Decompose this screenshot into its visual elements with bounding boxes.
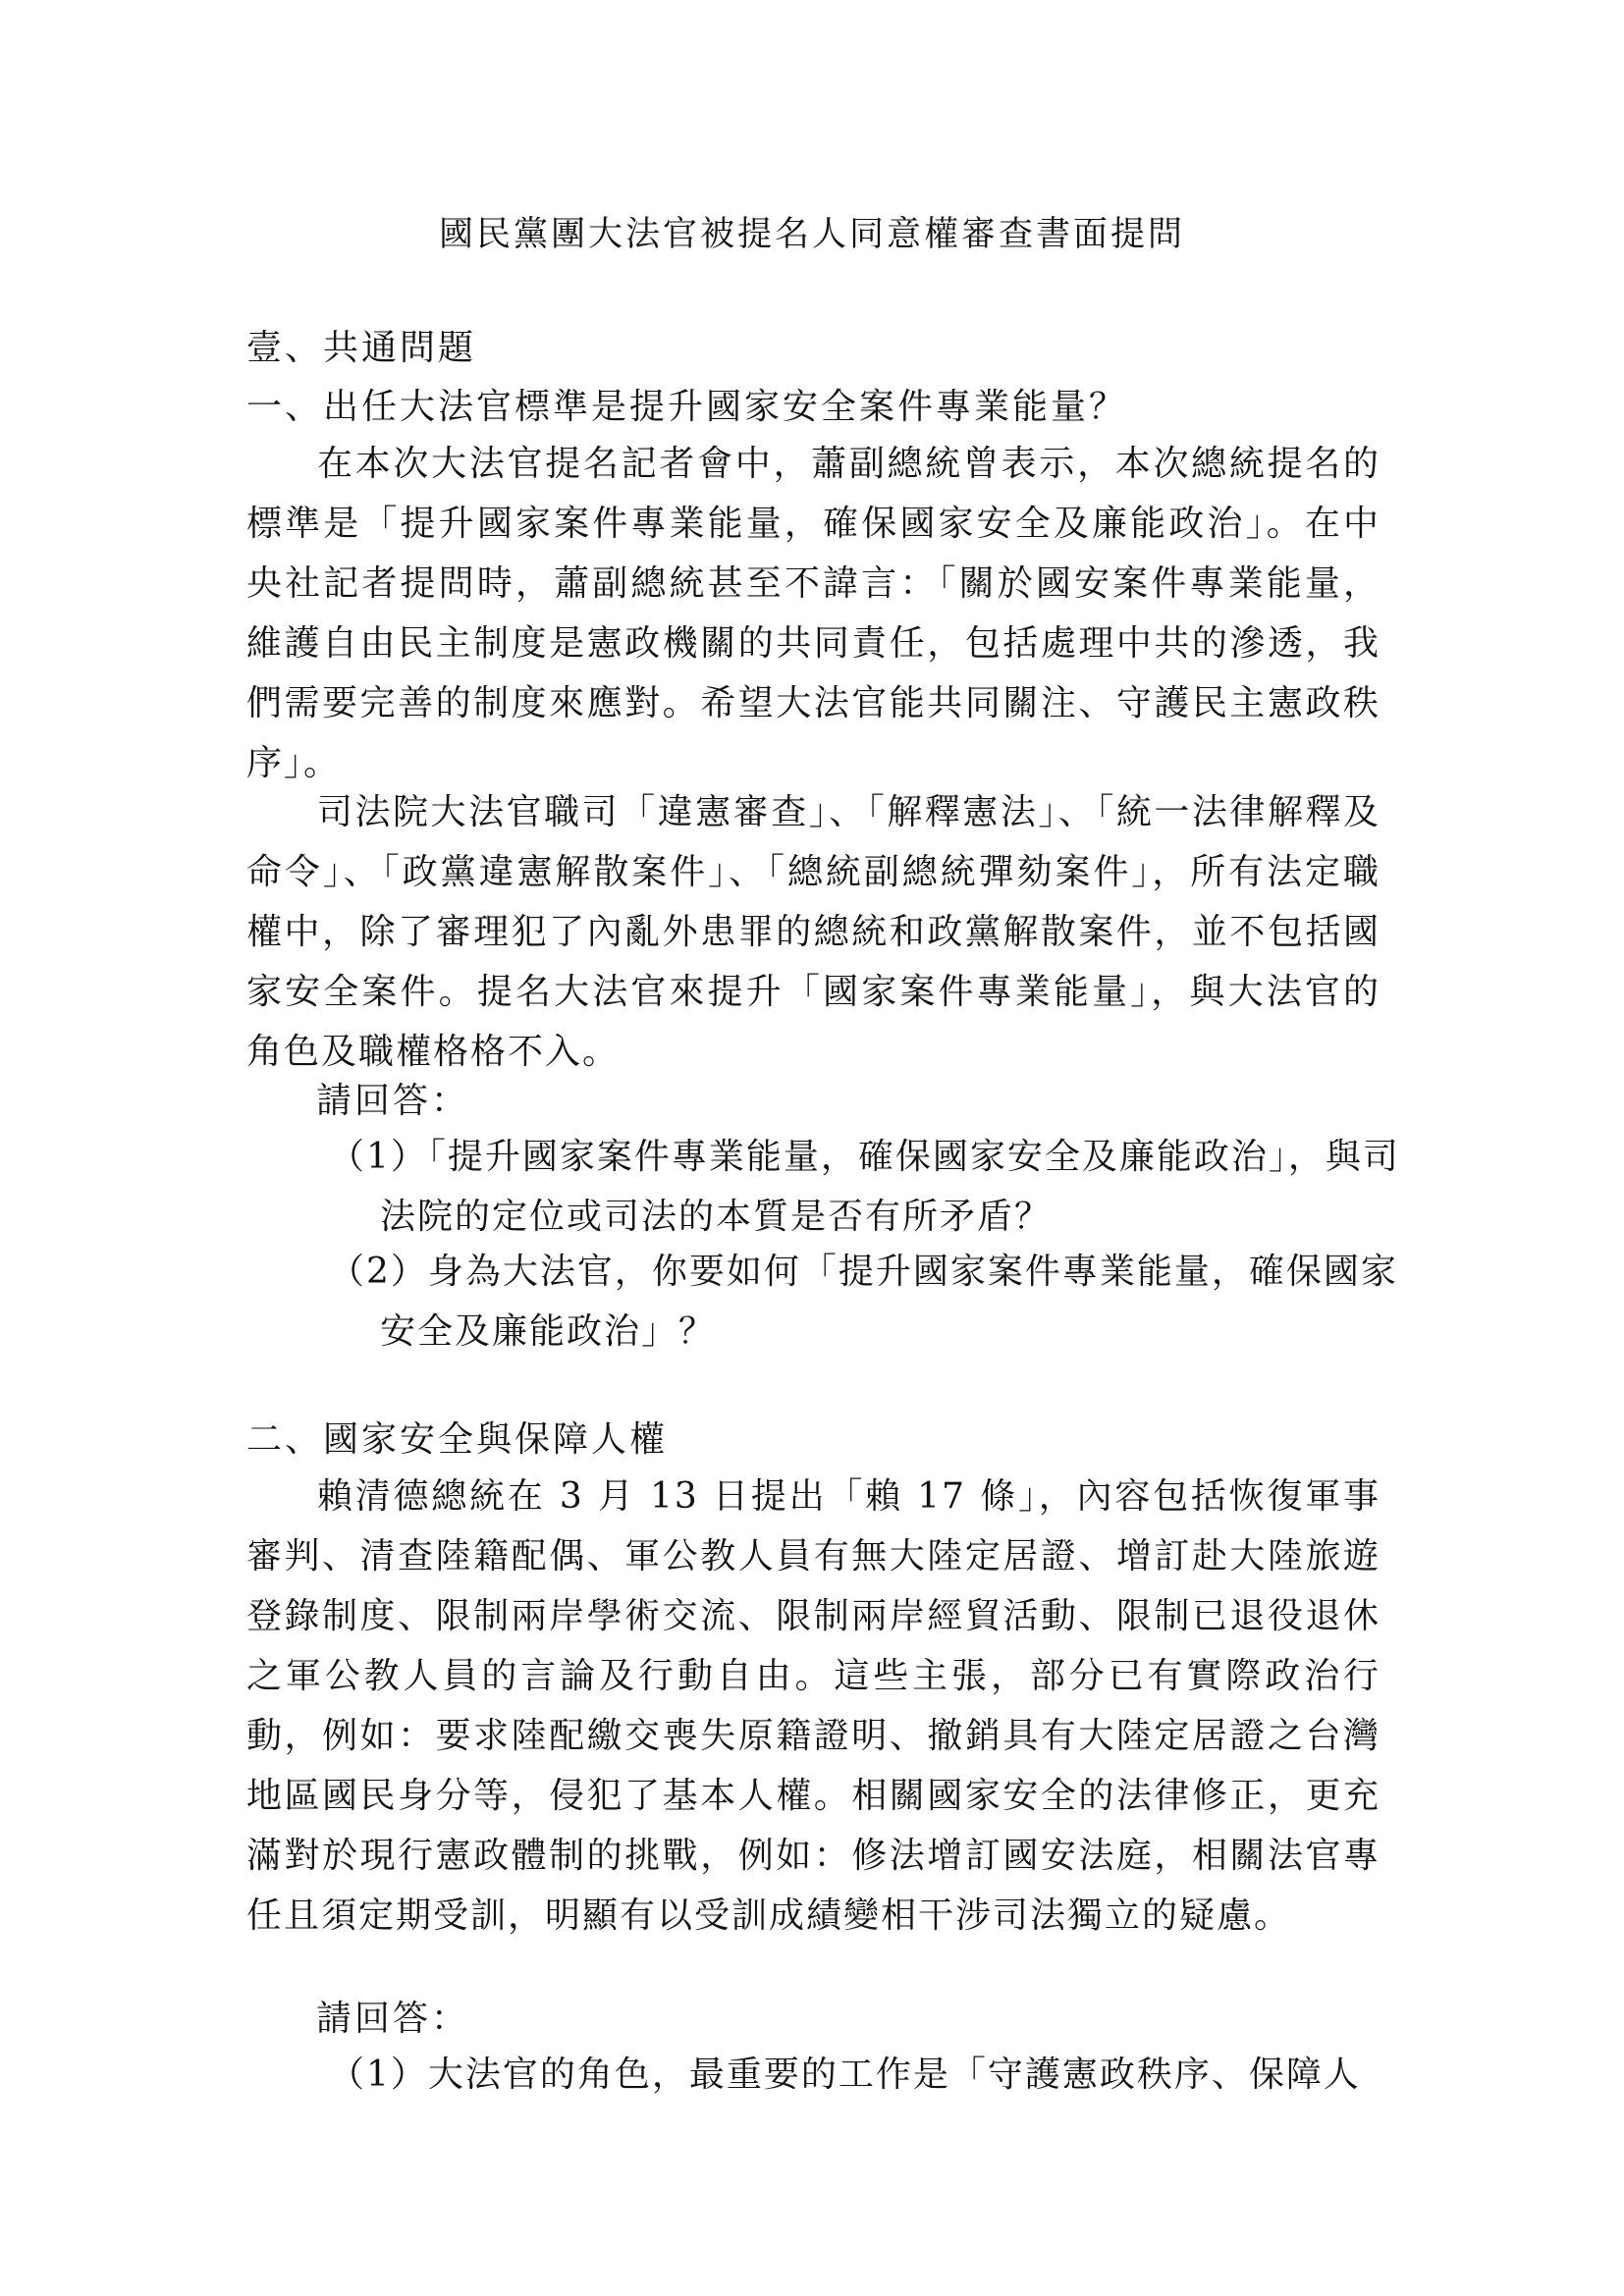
item-number: （1） [329, 1137, 428, 1177]
item-number: （1） [329, 2055, 428, 2095]
question-1-paragraph-1: 在本次大法官提名記者會中，蕭副總統曾表示，本次總統提名的標準是「提升國家案件專業能量，確保國家安全及廉能政治」。在中央社記者提問時，蕭副總統甚至不諱言：「關於國安案件專業能量，維護自由民主制度是憲政機關的共同責任，包括處理中共的滲透，我們需要完善的制度來應對。希望大法官能共同關注、守護民主憲政秩序」。 [246, 444, 1380, 783]
item-text: 大法官的角色，最重要的工作是「守護憲政秩序、保障人 [427, 2055, 1361, 2095]
question-2-item-1 [329, 2045, 1433, 2105]
section-heading: 壹、共通問題 [246, 328, 477, 368]
document-title: 國民黨團大法官被提名人同意權審查書面提問 [438, 215, 1185, 254]
item-number: （2） [329, 1252, 428, 1292]
question-1-paragraph-2: 司法院大法官職司「違憲審查」、「解釋憲法」、「統一法律解釋及命令」、「政黨違憲解散案件」、「總統副總統彈劾案件」，所有法定職權中，除了審理犯了內亂外患罪的總統和政黨解散案件，並不包括國家安全案件。提名大法官來提升「國家案件專業能量」，與大法官的角色及職權格格不入。 [246, 792, 1380, 1072]
question-1-answer-label: 請回答： [316, 1081, 470, 1121]
item-text: 身為大法官，你要如何「提升國家案件專業能量，確保國家安全及廉能政治」？ [380, 1252, 1398, 1352]
question-1-heading: 一、出任大法官標準是提升國家安全案件專業能量？ [246, 387, 1128, 427]
question-2-answer-label: 請回答： [316, 1999, 470, 2039]
question-2-heading: 二、國家安全與保障人權 [246, 1419, 669, 1460]
question-2-paragraph-1: 賴清德總統在 3 月 13 日提出「賴 17 條」，內容包括恢復軍事審判、清查陸籍配偶、軍公教人員有無大陸定居證、增訂赴大陸旅遊登錄制度、限制兩岸學術交流、限制兩岸經貿活動、限制已退役退休之軍公教人員的言論及行動自由。這些主張，部分已有實際政治行動，例如：要求陸配繳交喪失原籍證明、撤銷具有大陸定居證之台灣地區國民身分等，侵犯了基本人權。相關國家安全的法律修正，更充滿對於現行憲政體制的挑戰，例如：修法增訂國安法庭，相關法官專任且須定期受訓，明顯有以受訓成績變相干涉司法獨立的疑慮。 [246, 1476, 1380, 1936]
question-1-item-2 [329, 1242, 1433, 1362]
item-text: 「提升國家案件專業能量，確保國家安全及廉能政治」，與司法院的定位或司法的本質是否有所矛盾？ [380, 1137, 1400, 1237]
question-1-item-1 [329, 1127, 1433, 1247]
